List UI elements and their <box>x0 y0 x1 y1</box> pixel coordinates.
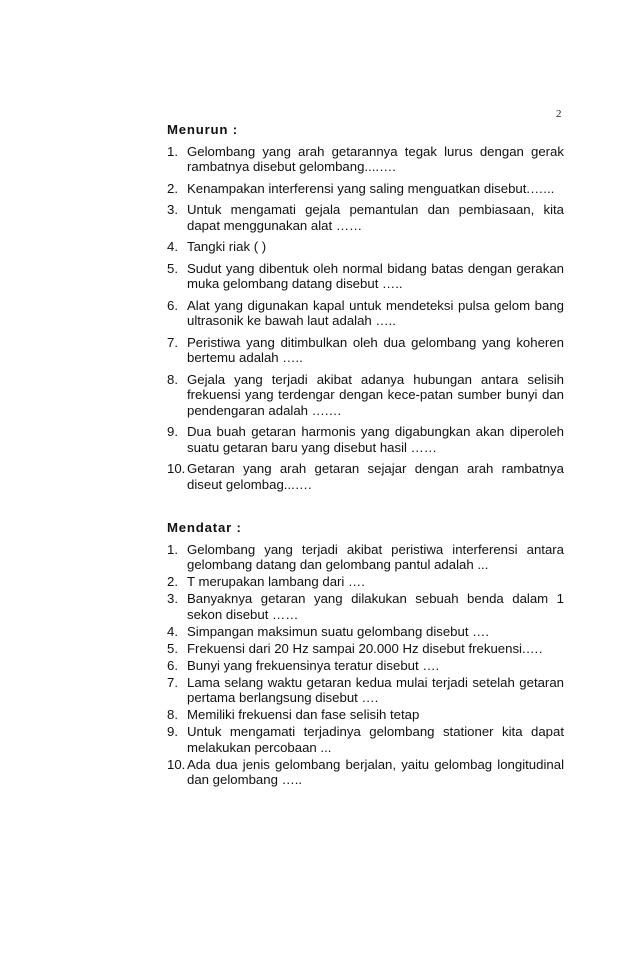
menurun-list <box>167 144 564 493</box>
clue-item <box>167 144 564 175</box>
clue-text: Gelombang yang terjadi akibat peristiwa interferensi antara gelombang datang dan gelombang pantul adalah ... <box>187 541 564 572</box>
clue-number: 4. <box>167 623 178 639</box>
clue-item <box>167 239 564 255</box>
clue-number: 8. <box>167 371 178 387</box>
clue-text: Sudut yang dibentuk oleh normal bidang batas dengan gerakan muka gelombang datang disebut ….. <box>187 260 564 291</box>
clue-item <box>167 675 564 706</box>
clue-text: Memiliki frekuensi dan fase selisih tetap <box>187 707 420 722</box>
clue-text: Frekuensi dari 20 Hz sampai 20.000 Hz disebut frekuensi.…. <box>187 640 543 656</box>
clue-item <box>167 641 564 657</box>
clue-item <box>167 202 564 233</box>
clue-number: 9. <box>167 424 178 439</box>
clue-item <box>167 298 564 329</box>
clue-number: 8. <box>167 707 178 722</box>
clue-item <box>167 372 564 419</box>
clue-number: 2. <box>167 574 178 589</box>
clue-text: Dua buah getaran harmonis yang digabungkan akan diperoleh suatu getaran baru yang disebut hasil …… <box>187 424 564 455</box>
clue-text: Untuk mengamati terjadinya gelombang stationer kita dapat melakukan percobaan ... <box>187 724 564 755</box>
clue-item <box>167 424 564 455</box>
clue-number: 1. <box>167 143 178 159</box>
clue-number: 5. <box>167 260 178 276</box>
mendatar-list <box>167 542 564 788</box>
clue-item <box>167 181 564 197</box>
clue-number: 10. <box>167 461 186 476</box>
mendatar-heading: Mendatar : <box>167 520 242 535</box>
clue-text: Lama selang waktu getaran kedua mulai terjadi setelah getaran pertama berlangsung disebut …. <box>187 674 564 705</box>
clue-number: 4. <box>167 239 178 254</box>
clue-text: Bunyi yang frekuensinya teratur disebut …. <box>187 657 440 673</box>
clue-item <box>167 335 564 366</box>
clue-text: Kenampakan interferensi yang saling menguatkan disebut.…... <box>187 180 555 196</box>
clue-item <box>167 724 564 755</box>
clue-item <box>167 542 564 573</box>
clue-number: 5. <box>167 640 178 656</box>
clue-item <box>167 757 564 788</box>
clue-text: Getaran yang arah getaran sejajar dengan arah rambatnya diseut gelombag...…. <box>187 461 564 492</box>
clue-number: 6. <box>167 297 178 313</box>
clue-number: 1. <box>167 541 178 557</box>
clue-item <box>167 624 564 640</box>
clue-number: 10. <box>167 756 186 772</box>
clue-item <box>167 261 564 292</box>
clue-text: Banyaknya getaran yang dilakukan sebuah benda dalam 1 sekon disebut …… <box>187 591 564 622</box>
clue-text: Alat yang digunakan kapal untuk mendeteksi pulsa gelom bang ultrasonik ke bawah laut adalah ….. <box>187 297 564 328</box>
clue-number: 3. <box>167 202 178 217</box>
clue-number: 3. <box>167 591 178 606</box>
clue-text: Gejala yang terjadi akibat adanya hubungan antara selisih frekuensi yang terdengar dengan kece-patan sumber bunyi dan pendengaran adalah ….… <box>187 371 564 418</box>
clue-number: 9. <box>167 724 178 739</box>
clue-text: Peristiwa yang ditimbulkan oleh dua gelombang yang koheren bertemu adalah ….. <box>187 334 564 365</box>
clue-text: Simpangan maksimun suatu gelombang disebut …. <box>187 623 490 639</box>
clue-text: Ada dua jenis gelombang berjalan, yaitu gelombag longitudinal dan gelombang ….. <box>187 756 564 787</box>
clue-number: 6. <box>167 657 178 673</box>
clue-item <box>167 591 564 622</box>
clue-text: Tangki riak ( ) <box>187 239 267 254</box>
section-spacer <box>167 498 564 520</box>
clue-item <box>167 658 564 674</box>
clue-text: Gelombang yang arah getarannya tegak lurus dengan gerak rambatnya disebut gelombang....…. <box>187 143 564 174</box>
clue-item <box>167 574 564 590</box>
page-number: 2 <box>556 108 562 120</box>
clue-text: T merupakan lambang dari …. <box>187 574 365 589</box>
crossword-clues <box>167 122 564 789</box>
clue-text: Untuk mengamati gejala pemantulan dan pembiasaan, kita dapat menggunakan alat …… <box>187 202 564 233</box>
clue-number: 7. <box>167 334 178 350</box>
clue-item <box>167 707 564 723</box>
clue-number: 7. <box>167 674 178 690</box>
menurun-heading: Menurun : <box>167 122 238 137</box>
clue-number: 2. <box>167 180 178 196</box>
clue-item <box>167 461 564 492</box>
